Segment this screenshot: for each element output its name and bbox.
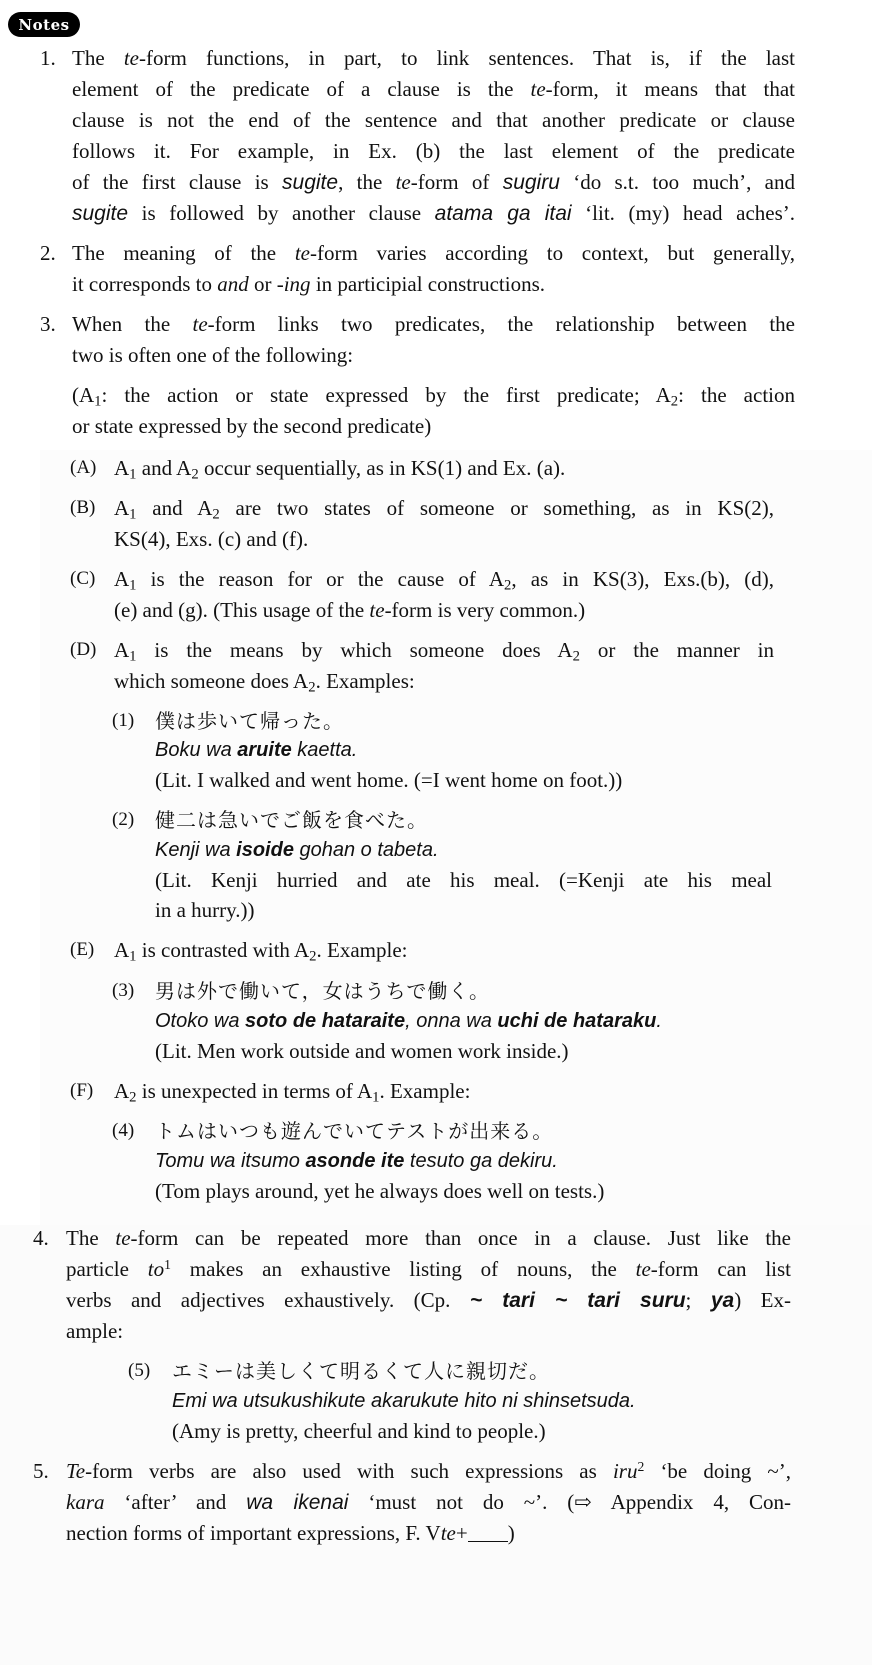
text-run: -form links two predicates, the relationship between the: [207, 312, 795, 336]
term-text: te: [115, 1226, 131, 1250]
text-run: Emi wa utsukushikute akarukute hito ni shinsetsuda.: [172, 1390, 636, 1412]
example-translation: [155, 1039, 569, 1063]
text-run: and A: [136, 456, 192, 480]
superscript: 2: [637, 1459, 645, 1475]
example-romaji: [155, 1149, 558, 1173]
superscript: 1: [164, 1257, 171, 1273]
text-run: : the action or state expressed by the first predicate; A: [101, 383, 671, 407]
text-run: +: [455, 1521, 468, 1545]
text-run: follows it. For example, in Ex. (b) the last element of the predicate: [72, 139, 795, 163]
subscript: 2: [308, 679, 316, 696]
subitem-line: [114, 527, 308, 551]
text-run: clause is not the end of the sentence and that another predicate or clause: [72, 108, 795, 132]
emphasis-text: aruite: [237, 739, 292, 761]
note-line: [66, 1319, 123, 1343]
text-run: occur sequentially, as in KS(1) and Ex. (a).: [198, 456, 566, 480]
text-run: particle: [66, 1257, 148, 1281]
text-run: is the means by which someone does A: [136, 638, 573, 662]
text-run: it corresponds to: [72, 272, 218, 296]
note-number: 3.: [40, 312, 56, 336]
example-romaji: [155, 738, 357, 762]
text-run: A: [114, 1079, 130, 1103]
text-run: of the first clause is: [72, 170, 283, 194]
example-label: (4): [112, 1120, 135, 1141]
text-run: . Example:: [316, 938, 408, 962]
text-run: (Lit. Kenji hurried and ate his meal. (=Kenji ate his meal: [155, 868, 772, 892]
subscript: 1: [129, 506, 137, 523]
definition-line: [72, 383, 795, 410]
emphasis-text: soto de hataraite: [245, 1010, 406, 1032]
text-run: ) Ex-: [734, 1288, 791, 1312]
term-text: te: [294, 241, 310, 265]
text-run: , as in KS(3), Exs.(b), (d),: [511, 567, 774, 591]
subscript: 1: [129, 466, 137, 483]
term-text: sugite: [72, 202, 129, 225]
text-run: ample:: [66, 1319, 124, 1343]
text-run: in participial constructions.: [310, 272, 546, 296]
note-number: 1.: [40, 46, 56, 70]
note-line: [66, 1521, 515, 1545]
note-line: [72, 272, 545, 296]
term-text: Te: [66, 1459, 86, 1483]
example-translation: [172, 1419, 546, 1443]
text-run: gohan o tabeta.: [293, 839, 439, 861]
subscript: 1: [129, 577, 137, 594]
term-text: sugite: [282, 171, 339, 194]
subitem-label: (A): [70, 457, 97, 478]
term-text: te: [530, 77, 546, 101]
text-run: KS(4), Exs. (c) and (f).: [114, 527, 309, 551]
text-run: ‘after’ and: [104, 1490, 247, 1514]
subitem-line: [114, 496, 774, 523]
definition-line: [72, 414, 431, 438]
text-run: or state expressed by the second predicate): [72, 414, 432, 438]
emphasis-text: ~ tari ~ tari suru: [469, 1289, 686, 1312]
term-text: te: [192, 312, 208, 336]
example-label: (2): [112, 809, 135, 830]
text-run: is followed by another clause: [128, 201, 435, 225]
term-text: te: [635, 1257, 651, 1281]
text-run: tesuto ga dekiru.: [404, 1150, 558, 1172]
example-romaji: [172, 1389, 636, 1413]
text-run: Otoko wa: [155, 1010, 246, 1032]
text-run: ‘must not do ~’. (⇨ Appendix 4, Con-: [348, 1490, 791, 1514]
emphasis-text: ya: [710, 1289, 735, 1312]
example-translation: [155, 1179, 604, 1203]
text-run: is the reason for or the cause of A: [136, 567, 505, 591]
subitem-line: [114, 669, 415, 696]
text-run: verbs and adjectives exhaustively. (Cp.: [66, 1288, 470, 1312]
text-run: (e) and (g). (This usage of the: [114, 598, 370, 622]
note-line: [72, 241, 795, 265]
subitem-label: (C): [70, 568, 96, 589]
text-run: or: [248, 272, 277, 296]
text-run: ;: [685, 1288, 711, 1312]
term-text: te: [123, 46, 139, 70]
text-run: -form, it means that that: [545, 77, 795, 101]
notes-badge-label: Notes: [18, 15, 70, 34]
term-text: te: [440, 1521, 456, 1545]
term-text: wa ikenai: [246, 1491, 349, 1514]
text-run: -form is very common.): [384, 598, 586, 622]
term-text: kara: [66, 1490, 105, 1514]
term-text: sugiru: [502, 171, 560, 194]
text-run: A: [114, 638, 130, 662]
example-japanese: トムはいつも遊んでいてテストが出来る。: [155, 1119, 554, 1143]
example-japanese: 男は外で働いて，女はうちで働く。: [155, 979, 490, 1003]
text-run: Tomu wa itsumo: [155, 1150, 306, 1172]
note-line: [66, 1459, 791, 1483]
note-line: [72, 170, 795, 195]
text-run: in a hurry.)): [155, 898, 255, 922]
emphasis-text: isoide: [236, 839, 294, 861]
subitem-label: (F): [70, 1080, 94, 1101]
text-run: is contrasted with A: [136, 938, 310, 962]
example-romaji: [155, 838, 439, 862]
note-number: 2.: [40, 241, 56, 265]
subscript: 1: [129, 648, 137, 665]
example-japanese: 僕は歩いて帰った。: [155, 709, 344, 733]
text-run: A: [114, 456, 130, 480]
text-run: . Examples:: [315, 669, 415, 693]
text-run: The meaning of the: [72, 241, 295, 265]
subitem-line: [114, 1079, 471, 1106]
note-line: [66, 1490, 791, 1515]
text-run: ‘do s.t. too much’, and: [559, 170, 796, 194]
term-text: iru: [612, 1459, 638, 1483]
text-run: two is often one of the following:: [72, 343, 354, 367]
text-run: or the manner in: [579, 638, 775, 662]
note-number: 4.: [33, 1226, 49, 1250]
example-translation: [155, 898, 255, 922]
subscript: 2: [129, 1089, 137, 1106]
text-run: are two states of someone or something, as in KS(2),: [219, 496, 774, 520]
note-line: [72, 46, 795, 70]
text-run: Boku wa: [155, 739, 238, 761]
text-run: When the: [72, 312, 193, 336]
subitem-line: [114, 456, 566, 483]
subscript: 2: [572, 648, 580, 665]
text-run: A: [114, 496, 130, 520]
example-japanese: 健二は急いでご飯を食べた。: [155, 808, 428, 832]
text-run: A: [114, 567, 130, 591]
fill-in-blank: [468, 1525, 508, 1542]
text-run: makes an exhaustive listing of nouns, the: [170, 1257, 636, 1281]
subitem-line: [114, 638, 775, 665]
note-line: [72, 312, 795, 336]
term-text: and: [217, 272, 249, 296]
text-run: nection forms of important expressions, F. V: [66, 1521, 441, 1545]
emphasis-text: asonde ite: [305, 1150, 405, 1172]
example-label: (3): [112, 980, 135, 1001]
text-run: , the: [338, 170, 396, 194]
text-run: . Example:: [379, 1079, 471, 1103]
subscript: 2: [309, 948, 317, 965]
note-line: [72, 108, 795, 132]
subscript: 2: [670, 393, 679, 410]
text-run: -form can be repeated more than once in a clause. Just like the: [130, 1226, 791, 1250]
text-run: .: [656, 1010, 662, 1032]
text-run: -form of: [410, 170, 503, 194]
example-japanese: エミーは美しくて明るくて人に親切だ。: [172, 1359, 550, 1383]
note-line: [72, 343, 353, 367]
note-line: [66, 1226, 791, 1250]
text-run: : the action: [678, 383, 795, 407]
term-text: atama ga itai: [434, 202, 572, 225]
example-translation: [155, 768, 622, 792]
text-run: ‘lit. (my) head aches’.: [571, 201, 796, 225]
subscript: 1: [129, 948, 137, 965]
subscript: 1: [94, 393, 102, 410]
text-run: (A: [72, 383, 95, 407]
subitem-label: (E): [70, 939, 95, 960]
text-run: ): [507, 1521, 515, 1545]
term-text: -ing: [276, 272, 311, 296]
text-run: (Amy is pretty, cheerful and kind to people.): [172, 1419, 546, 1443]
example-translation: [155, 868, 772, 892]
text-run: (Lit. Men work outside and women work inside.): [155, 1039, 569, 1063]
subscript: 2: [212, 506, 220, 523]
term-text: to: [147, 1257, 165, 1281]
example-label: (5): [128, 1360, 151, 1381]
note-line: [72, 77, 795, 101]
emphasis-text: uchi de hataraku: [497, 1010, 657, 1032]
text-run: is unexpected in terms of A: [136, 1079, 373, 1103]
text-run: , onna wa: [405, 1010, 498, 1032]
notes-badge: [8, 12, 80, 37]
subscript: 2: [504, 577, 512, 594]
text-run: and A: [136, 496, 213, 520]
subscript: 1: [372, 1089, 380, 1106]
subitem-line: [114, 567, 774, 594]
example-romaji: [155, 1009, 662, 1033]
note-line: [66, 1288, 791, 1313]
text-run: A: [114, 938, 130, 962]
text-run: -form verbs are also used with such expressions as: [85, 1459, 613, 1483]
text-run: which someone does A: [114, 669, 309, 693]
note-line: [66, 1257, 791, 1281]
term-text: te: [395, 170, 411, 194]
note-line: [72, 201, 795, 226]
example-label: (1): [112, 710, 135, 731]
text-run: kaetta.: [291, 739, 358, 761]
text-run: The: [72, 46, 124, 70]
subitem-label: (B): [70, 497, 96, 518]
text-run: -form varies according to context, but generally,: [309, 241, 795, 265]
text-run: (Lit. I walked and went home. (=I went home on foot.)): [155, 768, 623, 792]
text-run: ‘be doing ~’,: [644, 1459, 791, 1483]
text-run: element of the predicate of a clause is the: [72, 77, 531, 101]
subitem-line: [114, 938, 408, 965]
text-run: -form functions, in part, to link sentences. That is, if the last: [138, 46, 795, 70]
note-number: 5.: [33, 1459, 49, 1483]
subitem-line: [114, 598, 585, 622]
note-line: [72, 139, 795, 163]
text-run: The: [66, 1226, 116, 1250]
text-run: (Tom plays around, yet he always does well on tests.): [155, 1179, 605, 1203]
text-run: Kenji wa: [155, 839, 237, 861]
subscript: 2: [191, 466, 199, 483]
text-run: -form can list: [650, 1257, 791, 1281]
term-text: te: [369, 598, 385, 622]
subitem-label: (D): [70, 639, 97, 660]
